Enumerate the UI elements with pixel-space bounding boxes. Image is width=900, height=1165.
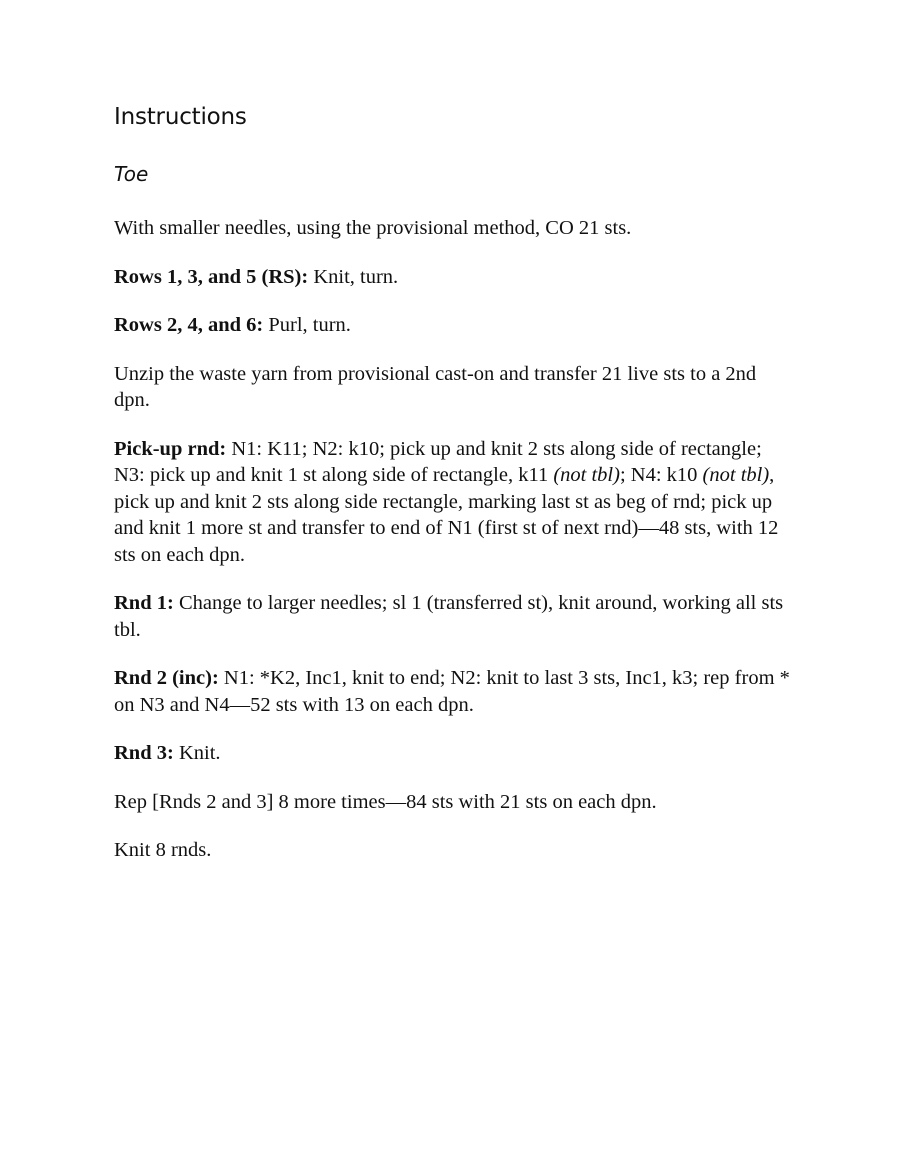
instruction-text: Rep [Rnds 2 and 3] 8 more times—84 sts with 21 sts on each dpn.: [114, 790, 657, 813]
step-label: Rows 2, 4, and 6:: [114, 314, 264, 336]
instruction-text: , pick up and knit 2 sts along side rectangle, marking last st as beg of rnd; pick up and knit 1 more st and transfer to end of N1 (first st of next rnd)—48 sts, with 12 sts on each dpn.: [114, 464, 779, 566]
instruction-text: Purl, turn.: [263, 314, 351, 336]
instruction-paragraph: [114, 740, 794, 767]
instruction-text: N1: *K2, Inc1, knit to end; N2: knit to last 3 sts, Inc1, k3; rep from * on N3 and N4—52 sts with 13 on each dpn.: [114, 667, 790, 716]
section-heading: Instructions: [114, 104, 247, 130]
instruction-paragraph: [114, 436, 794, 569]
instruction-paragraph: [114, 312, 794, 339]
instruction-paragraph: [114, 590, 794, 643]
instruction-paragraph: [114, 215, 794, 242]
step-label: Rows 1, 3, and 5 (RS):: [114, 265, 309, 288]
instruction-text: With smaller needles, using the provisional method, CO 21 sts.: [114, 217, 632, 239]
instruction-text: Knit, turn.: [308, 265, 399, 288]
instructions-body: [114, 215, 794, 864]
instruction-paragraph: [114, 837, 794, 864]
instruction-text: Knit 8 rnds.: [114, 839, 212, 861]
step-label: Pick-up rnd:: [114, 437, 227, 460]
instruction-paragraph: [114, 264, 794, 291]
italic-note: (not tbl): [553, 464, 620, 486]
instruction-text: ; N4: k10: [619, 464, 703, 486]
italic-note: (not tbl): [702, 464, 770, 486]
instruction-text: N1: K11; N2: k10; pick up and knit 2 sts along side of rectangle; N3: pick up and knit 1 st along side of rectangle, k11: [114, 437, 762, 486]
step-label: Rnd 2 (inc):: [114, 667, 219, 689]
step-label: Rnd 1:: [114, 592, 174, 614]
instruction-paragraph: [114, 361, 794, 414]
step-label: Rnd 3:: [114, 742, 174, 764]
subsection-heading: Toe: [114, 162, 149, 186]
instruction-text: Change to larger needles; sl 1 (transferred st), knit around, working all sts tbl.: [114, 592, 784, 641]
instruction-text: Unzip the waste yarn from provisional cast-on and transfer 21 live sts to a 2nd dpn.: [114, 362, 757, 411]
instruction-paragraph: [114, 789, 794, 816]
instruction-paragraph: [114, 665, 794, 718]
document-page: [114, 100, 794, 886]
instruction-text: Knit.: [173, 742, 221, 764]
